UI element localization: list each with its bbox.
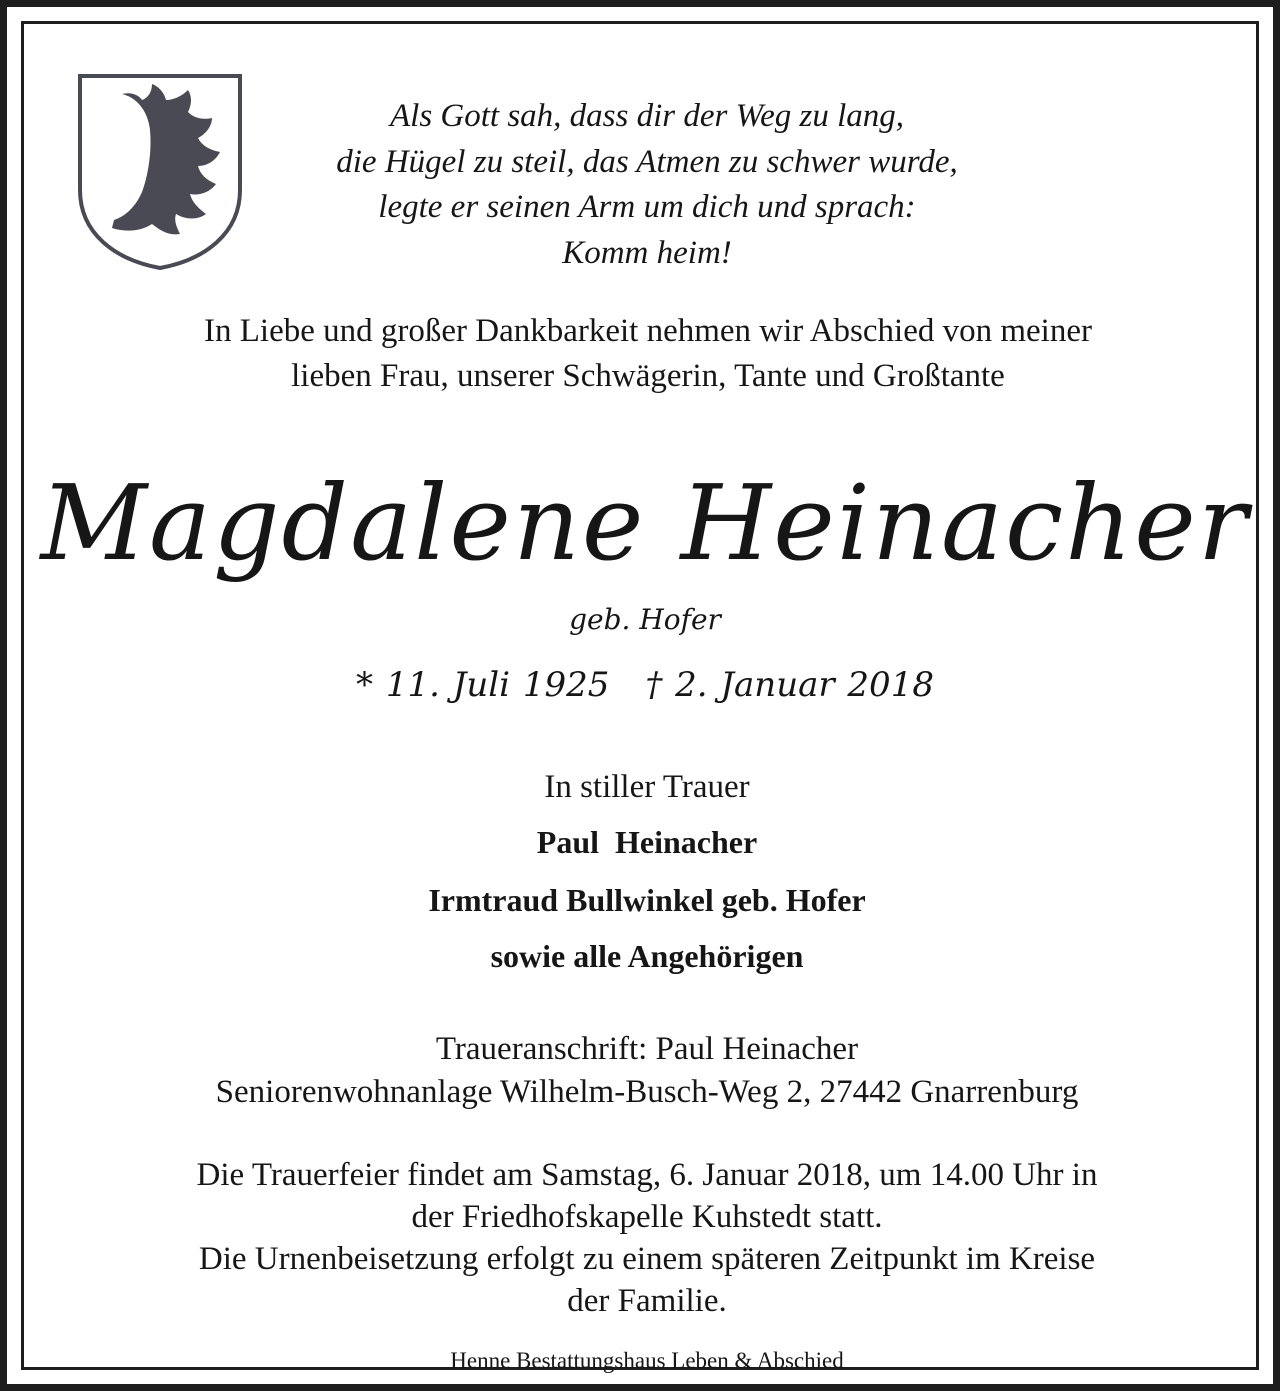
intro-line: lieben Frau, unserer Schwägerin, Tante und Großtante bbox=[291, 358, 1005, 394]
maiden-name: geb. Hofer bbox=[569, 603, 721, 636]
poem bbox=[1, 94, 1280, 276]
mourner-name: sowie alle Angehörigen bbox=[490, 938, 804, 974]
service-line: der Friedhofskapelle Kuhstedt statt. bbox=[411, 1199, 883, 1235]
poem-line: legte er seinen Arm um dich und sprach: bbox=[378, 189, 916, 225]
intro-line: In Liebe und großer Dankbarkeit nehmen wir Abschied von meiner bbox=[204, 313, 1092, 349]
deceased-name: Magdalene Heinacher bbox=[40, 462, 1250, 584]
service-line: Die Trauerfeier findet am Samstag, 6. Januar 2018, um 14.00 Uhr in bbox=[196, 1157, 1098, 1193]
poem-line: die Hügel zu steil, das Atmen zu schwer wurde, bbox=[336, 143, 958, 180]
birth-date: * 11. Juli 1925 bbox=[356, 665, 610, 705]
service-details bbox=[7, 1154, 1280, 1322]
service-line: der Familie. bbox=[567, 1283, 727, 1319]
address-line: Traueranschrift: Paul Heinacher bbox=[435, 1031, 859, 1067]
farewell-intro bbox=[8, 309, 1280, 399]
death-date: † 2. Januar 2018 bbox=[645, 665, 934, 705]
mourning-intro: In stiller Trauer bbox=[544, 769, 750, 805]
mourner-name: Irmtraud Bullwinkel geb. Hofer bbox=[428, 882, 866, 918]
poem-line: Komm heim! bbox=[562, 234, 732, 271]
service-line: Die Urnenbeisetzung erfolgt zu einem späteren Zeitpunkt im Kreise bbox=[198, 1241, 1096, 1277]
undertaker-credit: Henne Bestattungshaus Leben & Abschied bbox=[450, 1348, 844, 1373]
life-dates bbox=[2, 660, 1280, 710]
mourner-name: Paul Heinacher bbox=[536, 824, 758, 860]
mourning-address bbox=[7, 1028, 1280, 1114]
poem-line: Als Gott sah, dass dir der Weg zu lang, bbox=[390, 98, 904, 134]
address-line: Seniorenwohnanlage Wilhelm-Busch-Weg 2, 27442 Gnarrenburg bbox=[215, 1074, 1079, 1110]
